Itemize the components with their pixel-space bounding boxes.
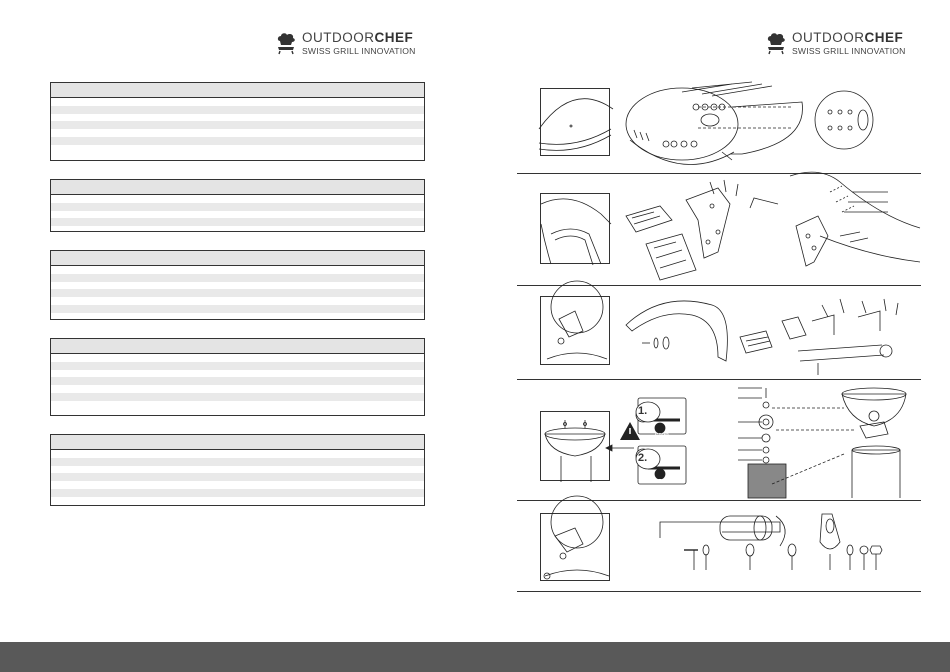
stop-label: STOP [655,479,669,485]
step-3-overview-thumbnail [540,296,610,365]
parts-table-1 [50,82,425,161]
step-4-overview-thumbnail [540,411,610,481]
step-2-overview-thumbnail [540,193,610,264]
chef-hat-icon [276,32,296,54]
brand-name: OUTDOORCHEF [792,30,904,45]
callout-step-1-label: 1. [638,405,648,417]
table-header [51,251,424,266]
footer-bar [0,642,950,672]
brand-tagline: SWISS GRILL INNOVATION [302,45,416,56]
chef-hat-icon [766,32,786,54]
callout-step-2-label: 2. [638,452,648,464]
table-header [51,435,424,450]
parts-table-2 [50,179,425,232]
parts-table-5 [50,434,425,506]
table-header [51,180,424,195]
side-table-bracket-drawing [620,176,920,281]
stop-label: STOP [655,433,669,439]
step-5-overview-thumbnail [540,513,610,581]
brand-tagline: SWISS GRILL INNOVATION [792,45,906,56]
lid-handle-exploded-drawing [622,82,922,172]
brand-name: OUTDOORCHEF [302,30,414,45]
step-1-overview-thumbnail [540,88,610,156]
brand-logo-left [276,31,416,55]
parts-table-3 [50,250,425,320]
burner-hood-valve-drawing [622,291,922,377]
table-header [51,83,424,98]
table-header [51,339,424,354]
igniter-exploded-drawing [650,512,920,572]
brand-logo-right [766,31,906,55]
parts-table-4 [50,338,425,416]
